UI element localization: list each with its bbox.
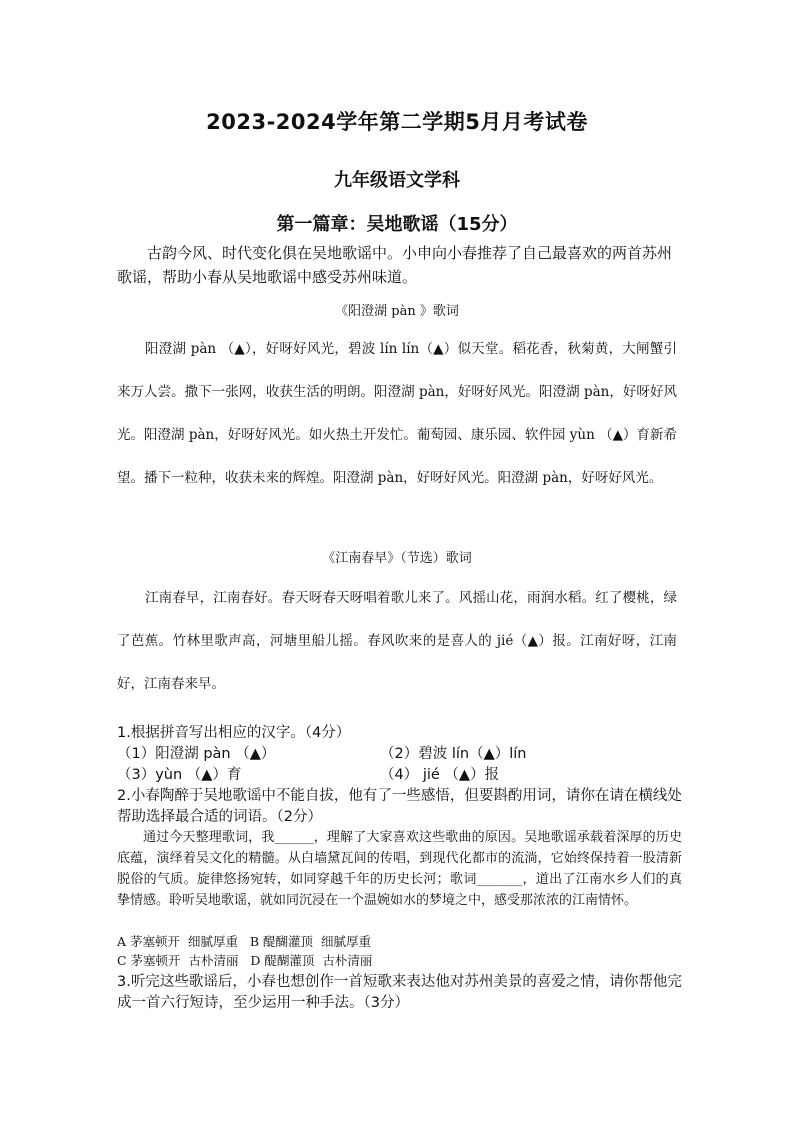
question-2-options-row-2: C 茅塞顿开 古朴清丽 D 醍醐灌顶 古朴清丽 bbox=[117, 953, 373, 968]
song2-lyrics: 江南春早，江南春好。春天呀春天呀唱着歌儿来了。风摇山花，雨润水稻。红了樱桃，绿了芭蕉。竹林里歌声高，河塘里船儿摇。春风吹来的是喜人的 jié（▲）报。江南好呀，江南好，江南春来早。 bbox=[117, 590, 677, 692]
question-1-item-1: （1）阳澄湖 pàn （▲） bbox=[117, 746, 276, 762]
subject-title: 九年级语文学科 bbox=[334, 170, 460, 191]
song1-lyrics: 阳澄湖 pàn （▲），好呀好风光，碧波 lín lín（▲）似天堂。稻花香，秋菊黄，大闸蟹引来万人尝。撒下一张网，收获生活的明朗。阳澄湖 pàn，好呀好风光。阳澄湖 pàn，好呀好风光。阳澄湖 pàn，好呀好风光。如火热土开发忙。葡萄园、康乐园、软件园 yùn （▲）育新希望。播下一粒种，收获未来的辉煌。阳澄湖 pàn，好呀好风光。阳澄湖 pàn，好呀好风光。 bbox=[117, 341, 677, 486]
question-1-item-3: （3）yùn （▲）育 bbox=[117, 767, 242, 783]
question-1-item-2: （2）碧波 lín（▲）lín bbox=[380, 746, 527, 762]
exam-title: 2023-2024学年第二学期5月月考试卷 bbox=[206, 110, 588, 134]
song1-title: 《阳澄湖 pàn 》歌词 bbox=[335, 304, 459, 319]
intro-paragraph: 古韵今风、时代变化俱在吴地歌谣中。小申向小春推荐了自己最喜欢的两首苏州歌谣，帮助小春从吴地歌谣中感受苏州味道。 bbox=[117, 244, 673, 286]
question-2-stem: 2.小春陶醉于吴地歌谣中不能自拔，他有了一些感悟，但要斟酌用词，请你在请在横线处帮助选择最合适的词语。（2分） bbox=[117, 788, 682, 825]
song2-title: 《江南春早》（节选）歌词 bbox=[322, 551, 472, 566]
question-2-options-row-1: A 茅塞顿开 细腻厚重 B 醍醐灌顶 细腻厚重 bbox=[117, 934, 371, 949]
question-2-passage: 通过今天整理歌词，我______，理解了大家喜欢这些歌曲的原因。吴地歌谣承载着深厚的历史底蕴，演绎着吴文化的精髓。从白墙黛瓦间的传唱，到现代化都市的流淌，它始终保持着一股清新脱俗的气质。旋律悠扬宛转，如同穿越千年的历史长河；歌词_______，道出了江南水乡人们的真挚情感。聆听吴地歌谣，就如同沉浸在一个温婉如水的梦境之中，感受那浓浓的江南情怀。 bbox=[117, 830, 682, 908]
chapter-heading: 第一篇章：吴地歌谣（15分） bbox=[276, 214, 518, 235]
question-1-item-4: （4） jié （▲）报 bbox=[380, 767, 500, 783]
question-1-stem: 1.根据拼音写出相应的汉字。（4分） bbox=[117, 725, 351, 741]
question-3-stem: 3.听完这些歌谣后，小春也想创作一首短歌来表达他对苏州美景的喜爱之情，请你帮他完成一首六行短诗，至少运用一种手法。（3分） bbox=[117, 974, 682, 1011]
